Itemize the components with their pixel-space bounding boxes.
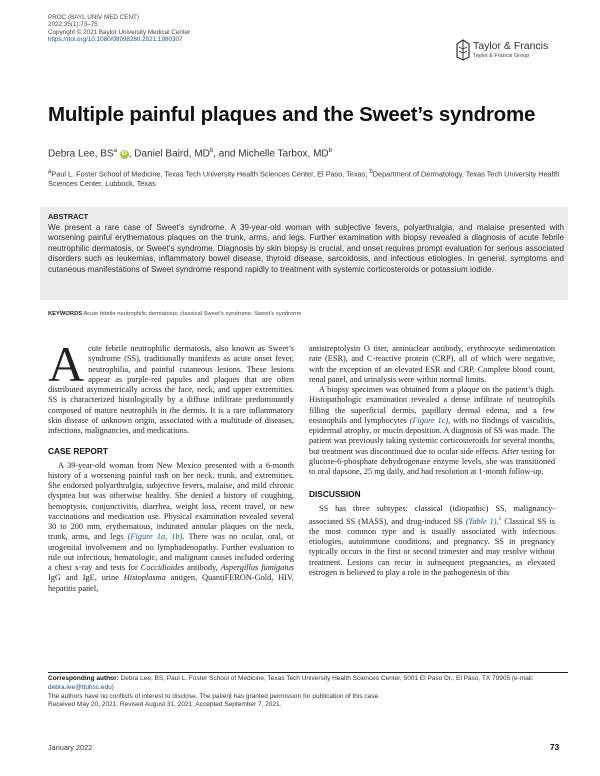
affiliations [48,167,568,189]
body-column-left [48,336,295,594]
corr-text: Debra Lee, BS, Paul L. Foster School of Medicine, Texas Tech University Health Sciences Center, 5001 El Paso Dr., El Paso, TX 79905 (e-mail: [118,675,534,682]
footnotes [48,675,568,710]
case-histoplasma: Histoplasma [123,573,166,583]
author-1[interactable]: Debra Lee, BS [48,148,114,160]
journal-name: PROC (BAYL UNIV MED CENT) [48,14,139,21]
orcid-icon[interactable]: iD [121,151,127,158]
table-1-link[interactable]: (Table 1) [465,516,497,526]
abstract-heading: ABSTRACT [48,212,89,221]
affil-a-sup: a [48,168,52,175]
body-column-right [309,344,555,578]
case-aspergillus: Aspergillus fumigatus [220,563,294,572]
case-text-2: . There was no ocular, oral, or urogenital involvement and no lymphadenopathy. Further evaluation to rule out infectious, hematologic, and malignant causes included ordering a chest x-ray and tests for [48,532,294,572]
journal-meta [48,14,190,44]
page-number: 73 [550,742,560,752]
case-text-3: antibody, [184,563,221,572]
publisher-logo[interactable] [455,37,573,67]
figure-1ab-link[interactable]: (Figure 1a, 1b) [127,532,183,542]
corr-label: Corresponding author: [48,675,119,682]
author-3[interactable]: , and Michelle Tarbox, MD [213,148,329,160]
right-paragraph-1: antistreptolysin O titer, antinuclear antibody, erythrocyte sedimentation rate (ESR), and C-reactive protein (CRP), all of which were negative, with the exception of an elevated ESR and CRP. Complete blood count, renal panel, and urinalysis were within normal limits. [309,344,555,384]
case-paragraph [48,461,294,594]
disc-text-1: SS has three subtypes: classical (idiopathic) SS, malignancy-associated SS (MASS), and drug-induced SS [309,503,555,526]
publisher-name: Taylor & Francis [473,40,549,52]
affil-a: Paul L. Foster School of Medicine, Texas Tech University Health Sciences Center, El Paso, Texas; [51,169,370,179]
discussion-heading: DISCUSSION [309,489,361,500]
footnote-rule [48,672,568,673]
affil-b: Department of Dermatology, Texas Tech University Health Sciences Center, Lubbock, Texas [48,169,560,189]
journal-volume: 2022;35(1):73–75 [48,21,98,29]
copyright-line: Copyright © 2021 Baylor University Medical Center [48,28,191,36]
keywords [48,311,301,317]
right-text-2: , with no findings of vasculitis, epidermal atrophy, or mucin deposition. A diagnosis of SS was made. The patient was previously taking systemic corticosteroids for several months, but treatment was discontinued due to ocular side effects. After testing for glucose-6-phosphate dehydrogenase enzyme levels, she was transitioned to oral dapsone, 25 mg daily, and had resolution at 1-month follow-up. [309,415,555,476]
case-cocci: Coccidioides [140,563,185,572]
received-dates: Received May 20, 2021; Revised August 31, 2021; Accepted September 7, 2021. [48,701,282,709]
footer-date: January 2022 [48,743,93,752]
author-2-sup: b [209,148,214,154]
figure-1c-link[interactable]: (Figure 1c) [409,415,449,425]
right-text-1: A biopsy specimen was obtained from a plaque on the patient’s thigh. Histopathologic examination revealed a dense infiltrate of neutrophils filling the superficial dermis, papillary dermal edema, and a few eosinophils and lymphocytes [309,385,555,425]
author-1-sup: a [113,148,117,154]
intro-paragraph [48,336,294,436]
corr-end: ) [111,683,114,691]
discussion-paragraph: SS has three subtypes: classical (idiopathic) SS, malignancy-associated SS (MASS), and drug-induced SS (Table 1).$^1$ Classical SS is the most common type and is usually associated with infectious etiologies, autoimmune conditions, and pregnancy. SS in pregnancy typically occurs in the first or second trimester and may resolve without treatment. Lesions can recur in subsequent pregnancies, as elevated estrogen is believed to play a role in the pathogenesis of this [309,503,555,577]
author-2[interactable]: , Daniel Baird, MD [128,148,210,160]
case-report-heading: CASE REPORT [48,446,108,457]
drop-cap: A [48,336,85,392]
affil-b-sup: b [369,168,373,175]
conflict-statement: The authors have no conflicts of interest to disclose. The patient has granted permission for publication of this case. [48,692,380,700]
case-text-1: A 39-year-old woman from New Mexico presented with a 6-month history of a worsening painful rash on her neck, trunk, and extremities. She endorsed polyarthralgia, subjective fevers, malaise, and mild chronic dyspnea but was otherwise healthy. She denied a history of coughing, hemoptysis, conjunctivitis, diarrhea, weight loss, recent travel, or new vaccinations and medication use. Physical examination revealed several 30 to 200 mm, erythematous, indurated annular plaques on the neck, trunk, arms, and legs [48,460,294,542]
case-text-4: IgG and IgE, urine [48,573,124,583]
intro-text: cute febrile neutrophilic dermatosis, also known as Sweet’s syndrome (SS), traditionally manifests as acute onset fever, neutrophilia, and painful cutaneous lesions. These lesions appear as purple-red papules and plaques that are often distributed asymmetrically across the face, neck, and upper extremities. SS is characterized histologically by a diffuse infiltrate predominantly composed of mature neutrophils in the dermis. It is a rare inflammatory skin disease of unknown origin, associated with a multitude of diseases, infections, malignancies, and medications. [48,344,294,435]
keywords-text: Acute febrile neutrophilic dermatosis; classical Sweet’s syndrome; Sweet’s syndrome [83,311,302,317]
corresponding-author [48,675,568,693]
disc-text-2: Classical SS is the most common type and is usually associated with infectious etiologies, autoimmune conditions, and pregnancy. SS in pregnancy typically occurs in the first or second trimester and may resolve without treatment. Lesions can recur in subsequent pregnancies, as elevated estrogen is believed to play a role in the pathogenesis of this [309,516,555,577]
abstract-text: We present a rare case of Sweet’s syndrome. A 39-year-old woman with subjective fevers, polyarthralgia, and malaise presented with worsening painful erythematous plaques on the trunk, arms, and legs. Further examination with biopsy revealed a diagnosis of acute febrile neutrophilic dermatosis, or Sweet’s syndrome. Diagnosis by skin biopsy is crucial, and onset requires prompt evaluation for serious associated disorders such as leukemias, inflammatory bowel disease, thyroid disease, sarcoidosis, and infectious etiologies. In general, symptoms and cutaneous manifestations of Sweet syndrome respond rapidly to treatment with systemic corticosteroids or potassium iodide. [48,223,564,274]
author-list [48,148,332,159]
keywords-label: KEYWORDS [48,311,83,317]
article-title: Multiple painful plaques and the Sweet’s syndrome [48,103,536,126]
author-3-sup: b [328,148,332,154]
case-text-5: antigen, QuantiFERON-Gold, HIV, hepatitis panel, [48,573,295,593]
email-link[interactable]: debra.lee@ttuhsc.edu [48,683,112,691]
tf-book-icon [455,39,471,61]
doi-link[interactable]: https://doi.org/10.1080/08998280.2021.1980307 [48,36,183,44]
right-paragraph-2 [309,385,555,477]
publisher-group: Taylor & Francis Group [473,53,530,59]
ref-1-sup[interactable]: 1 [498,515,502,522]
